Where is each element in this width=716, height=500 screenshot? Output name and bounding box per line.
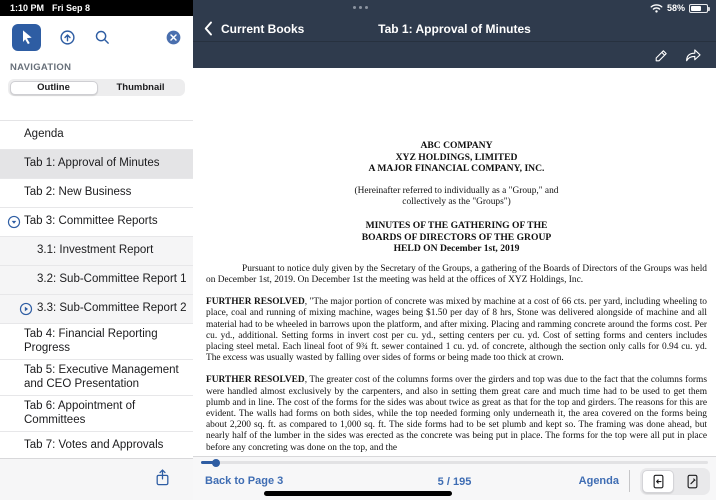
outline-item-label: Tab 7: Votes and Approvals xyxy=(24,439,164,452)
cursor-icon xyxy=(19,29,35,45)
doc-company-line: ABC COMPANY xyxy=(420,140,493,151)
outline-item[interactable] xyxy=(0,150,193,179)
status-bar-right xyxy=(193,0,716,16)
doc-paragraph xyxy=(206,375,707,453)
page-scrubber[interactable] xyxy=(201,461,708,464)
outline-item[interactable] xyxy=(0,179,193,208)
sidebar-bottom-bar xyxy=(0,458,193,500)
status-bar-left xyxy=(0,0,193,16)
page-scrubber-thumb[interactable] xyxy=(212,459,220,467)
outline-item-label: Agenda xyxy=(24,128,64,141)
current-position-icon xyxy=(19,302,33,316)
wifi-icon xyxy=(650,3,663,13)
outline-item-label: Tab 2: New Business xyxy=(24,186,132,199)
doc-title-line: MINUTES OF THE GATHERING OF THE xyxy=(365,220,548,232)
page-indicator[interactable]: 5 / 195 xyxy=(437,476,472,488)
outline-item[interactable] xyxy=(0,208,193,237)
document-toolbar xyxy=(193,41,716,68)
outline-item-label: Tab 6: Appointment of Committees xyxy=(24,400,136,426)
back-to-books-button[interactable] xyxy=(203,21,304,36)
outline-item-label: Tab 3: Committee Reports xyxy=(24,215,158,228)
page-with-arrow-icon xyxy=(652,474,665,489)
outline-item[interactable] xyxy=(0,360,193,396)
divider xyxy=(629,470,630,492)
doc-paragraph: Pursuant to notice duly given by the Secretary of the Groups, a gathering of the Boards of Directors of the Groups was held on December 1st, 2019. On December 1st the meeting was held at the offices of XYZ Holdings, Inc. xyxy=(206,263,707,286)
share-icon xyxy=(154,468,171,487)
outline-item-label: 3.3: Sub-Committee Report 2 xyxy=(37,302,187,315)
doc-paragraph-body: , The greater cost of the columns forms over the girders and top was due to the fact that the columns forms were handled almost exclusively by the carpenters, and also in setting them great care and much time had to be used to get them plumb and in line. The cost of the forms for the sides was about twice as great as that for the top and girders. The reasons for this are evident. The walls had forms on both sides, while the top needed forming only underneath it, the area covered on the forms being about 2,200 sq. ft. as compared to 1,000 sq. ft. The side forms had to be set plumb and kept so. The framing was done ahead, but nearly half of the lumber in the sides was erected as the concrete was being put in place. The forms for the top were all put in place before any concreting was done on the top, and the xyxy=(206,375,707,453)
play-chevron-icon[interactable] xyxy=(19,302,33,316)
doc-company-line: XYZ HOLDINGS, LIMITED xyxy=(395,151,518,163)
outline-item[interactable] xyxy=(0,432,193,461)
outline-thumbnail-segmented-control xyxy=(8,79,185,96)
doc-paragraph-lead: FURTHER RESOLVED xyxy=(206,375,305,386)
pointer-tool-button[interactable] xyxy=(12,24,41,51)
collapse-chevron-icon[interactable] xyxy=(7,215,21,229)
navigation-section-label: NAVIGATION xyxy=(10,62,72,73)
document-view-button[interactable] xyxy=(642,470,674,493)
status-date: Fri Sep 8 xyxy=(52,3,91,13)
outline-item-label: Tab 1: Approval of Minutes xyxy=(24,157,160,170)
outline-item[interactable] xyxy=(0,396,193,432)
sidebar-toolbar xyxy=(0,16,193,58)
expanded-section-icon xyxy=(7,215,21,229)
status-time: 1:10 PM xyxy=(10,3,45,13)
outline-item[interactable] xyxy=(0,324,193,360)
forward-arrow-icon xyxy=(685,48,702,63)
outline-item-label: Tab 5: Executive Management and CEO Presentation xyxy=(24,364,179,390)
view-mode-segmented-control xyxy=(640,468,710,495)
search-icon xyxy=(94,29,111,46)
page-with-pencil-icon xyxy=(686,474,699,489)
outline-item[interactable] xyxy=(0,121,193,150)
doc-title-line: BOARDS OF DIRECTORS OF THE GROUP xyxy=(361,231,552,243)
outline-item[interactable] xyxy=(0,237,193,266)
close-sidebar-button[interactable] xyxy=(166,30,181,45)
outline-list xyxy=(0,120,193,458)
doc-subheading-line: (Hereinafter referred to individually as a "Group," and xyxy=(354,185,559,196)
share-button[interactable] xyxy=(154,468,171,492)
chevron-left-icon xyxy=(203,21,213,36)
doc-company-line: A MAJOR FINANCIAL COMPANY, INC. xyxy=(368,163,545,174)
page-title: Tab 1: Approval of Minutes xyxy=(378,21,531,36)
annotate-button[interactable] xyxy=(654,48,669,63)
battery-fill xyxy=(691,6,701,11)
outline-item[interactable] xyxy=(0,295,193,324)
doc-paragraph-lead: FURTHER RESOLVED xyxy=(206,297,305,308)
main-area xyxy=(193,16,716,500)
battery-icon xyxy=(689,4,708,13)
circle-arrow-up-tool-button[interactable] xyxy=(59,29,76,46)
search-button[interactable] xyxy=(94,29,111,46)
outline-item-label: 3.2: Sub-Committee Report 1 xyxy=(37,273,187,286)
notes-view-button[interactable] xyxy=(676,470,708,493)
forward-button[interactable] xyxy=(685,48,702,63)
close-icon xyxy=(166,30,181,45)
outline-item[interactable] xyxy=(0,266,193,295)
outline-item-label: 3.1: Investment Report xyxy=(37,244,154,257)
navigation-sidebar xyxy=(0,16,193,500)
document-header xyxy=(193,16,716,41)
multitasking-dots-icon[interactable] xyxy=(353,6,368,9)
agenda-button[interactable]: Agenda xyxy=(578,475,619,487)
document-page xyxy=(193,68,716,456)
doc-paragraph xyxy=(206,297,707,364)
doc-paragraph-body: , "The major portion of concrete was mixed by machine at a cost of 66 cts. per yard, including wheeling to place, coal and running of mixing machine, wages being $1.50 per day of 8 hrs, Stone was delivered alongside of machine and all material had to be wheeled in barrows upon the platform, and after mixing. Placing and ramming concrete around the forms cost. Per cu. yd., additional. Setting forms in invert cost per cu. yd., setting centers per cu. yd. Cost of setting forms and centers includes placing steel metal. Each lineal foot of 9¾ ft. sewer contained 1 cu. yd. of concrete, although the section only calls for 0.94 cu. yd. The excess was usually wasted by falling over sides of forms or being made too thick at crown. xyxy=(206,297,707,364)
back-label: Current Books xyxy=(221,21,305,36)
doc-title-line: HELD ON December 1st, 2019 xyxy=(393,243,520,255)
battery-percent: 58% xyxy=(666,3,685,13)
tab-thumbnail[interactable]: Thumbnail xyxy=(116,82,165,93)
pencil-icon xyxy=(654,48,669,63)
back-to-page-button[interactable]: Back to Page 3 xyxy=(205,475,284,487)
doc-subheading-line: collectively as the "Groups") xyxy=(402,196,511,207)
tab-outline[interactable]: Outline xyxy=(10,81,98,95)
home-indicator[interactable] xyxy=(264,491,452,496)
outline-item-label: Tab 4: Financial Reporting Progress xyxy=(24,328,158,354)
